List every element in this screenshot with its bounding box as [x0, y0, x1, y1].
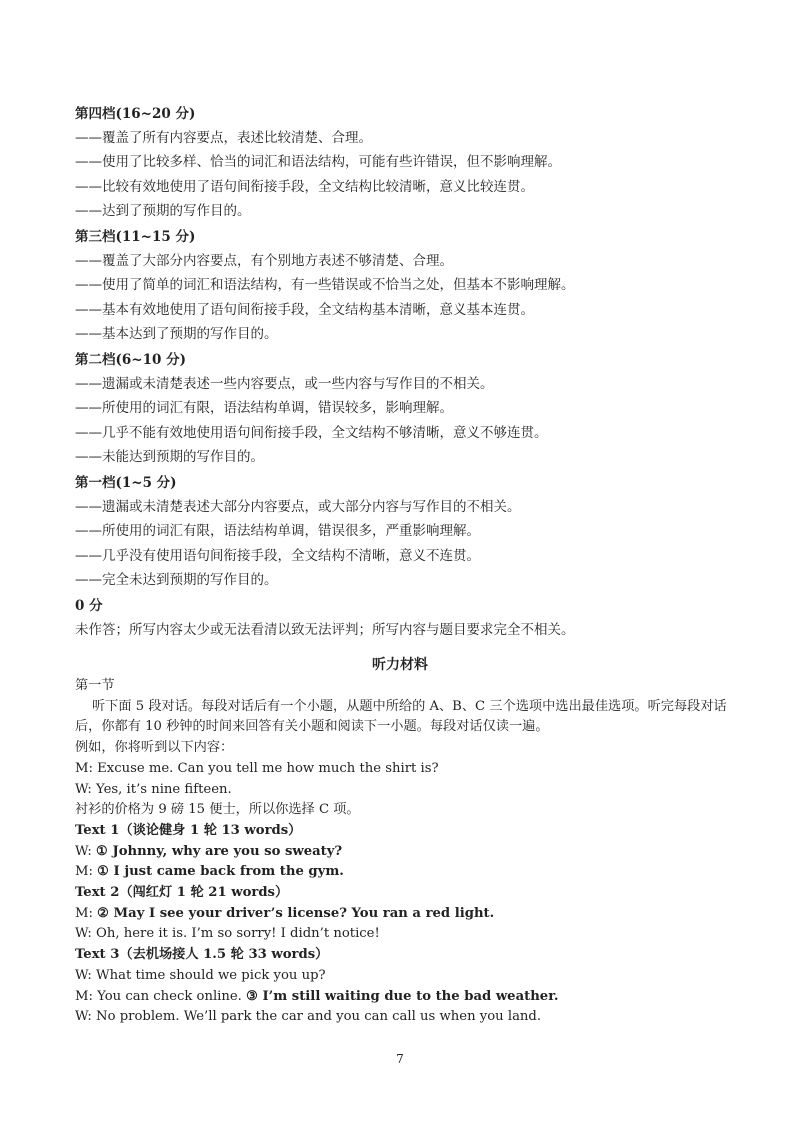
transcript-line — [75, 800, 735, 821]
line-bold: ① I just came back from the gym. — [97, 864, 344, 880]
criterion-line: ——使用了简单的词汇和语法结构，有一些错误或不恰当之处，但基本不影响理解。 — [75, 277, 575, 294]
transcript-line — [75, 1007, 735, 1028]
grade-heading: 0 分 — [75, 598, 103, 615]
criterion-line: ——覆盖了所有内容要点，表述比较清楚、合理。 — [75, 130, 372, 147]
criterion-line: ——几乎没有使用语句间衔接手段，全文结构不清晰，意义不连贯。 — [75, 547, 480, 564]
line-plain: M: — [75, 905, 98, 921]
line-plain: W: Yes, it’s nine fifteen. — [75, 781, 232, 797]
criterion-line: ——比较有效地使用了语句间衔接手段，全文结构比较清晰，意义比较连贯。 — [75, 178, 534, 195]
line-bold: Text 1（谈论健身 1 轮 13 words） — [75, 822, 302, 838]
criterion-line: ——达到了预期的写作目的。 — [75, 202, 251, 219]
criterion-line: 未作答；所写内容太少或无法看清以致无法评判；所写内容与题目要求完全不相关。 — [75, 622, 575, 639]
page-number: 7 — [396, 1052, 404, 1066]
line-bold: Text 3（去机场接人 1.5 轮 33 words） — [75, 947, 329, 963]
instructions: 听下面 5 段对话。每段对话后有一个小题，从题中所给的 A、B、C 三个选项中选出最佳选项。听完每段对话后，你都有 10 秒钟的时间来回答有关小题和阅读下一小题。每段对话仅读一遍。 — [75, 698, 727, 735]
line-plain: M: You can check online. — [75, 988, 247, 1004]
grade-heading: 第二档(6~10 分) — [75, 352, 186, 369]
transcript-line — [75, 780, 735, 801]
criterion-line: ——基本达到了预期的写作目的。 — [75, 325, 278, 342]
line-plain: M: Excuse me. Can you tell me how much the shirt is? — [75, 760, 439, 776]
line-plain: M: — [75, 864, 98, 880]
line-plain: 衬衫的价格为 9 磅 15 便士，所以你选择 C 项。 — [75, 802, 360, 818]
grade-heading: 第三档(11~15 分) — [75, 229, 196, 246]
line-bold: ③ I’m still waiting due to the bad weather. — [246, 988, 559, 1004]
transcript-line — [75, 862, 735, 883]
section-label: 第一节 — [75, 678, 115, 693]
criterion-line: ——遗漏或未清楚表述大部分内容要点，或大部分内容与写作目的不相关。 — [75, 499, 521, 516]
line-bold: Text 2（闯红灯 1 轮 21 words） — [75, 885, 289, 901]
line-plain: W: Oh, here it is. I’m so sorry! I didn’t notice! — [75, 926, 380, 942]
line-bold: ② May I see your driver’s license? You ran a red light. — [97, 905, 495, 921]
listening-material — [75, 676, 735, 1028]
criterion-line: ——所使用的词汇有限，语法结构单调，错误较多，影响理解。 — [75, 400, 453, 417]
criterion-line: ——遗漏或未清楚表述一些内容要点，或一些内容与写作目的不相关。 — [75, 376, 494, 393]
line-plain: W: — [75, 843, 97, 859]
transcript-line — [75, 759, 735, 780]
line-plain: W: What time should we pick you up? — [75, 967, 326, 983]
transcript-line — [75, 945, 735, 966]
transcript-line — [75, 987, 735, 1008]
criterion-line: ——基本有效地使用了语句间衔接手段，全文结构基本清晰，意义基本连贯。 — [75, 301, 534, 318]
transcript-line — [75, 821, 735, 842]
transcript-line — [75, 883, 735, 904]
grade-heading: 第一档(1~5 分) — [75, 475, 177, 492]
grading-criteria — [75, 100, 755, 642]
listening-title: 听力材料 — [372, 657, 428, 673]
transcript-line — [75, 904, 735, 925]
criterion-line: ——完全未达到预期的写作目的。 — [75, 571, 278, 588]
line-bold: ① Johnny, why are you so sweaty? — [96, 843, 343, 859]
grade-heading: 第四档(16~20 分) — [75, 106, 196, 122]
transcript-line — [75, 966, 735, 987]
criterion-line: ——几乎不能有效地使用语句间衔接手段，全文结构不够清晰，意义不够连贯。 — [75, 424, 548, 441]
criterion-line: ——覆盖了大部分内容要点，有个别地方表述不够清楚、合理。 — [75, 253, 453, 270]
criterion-line: ——使用了比较多样、恰当的词汇和语法结构，可能有些许错误，但不影响理解。 — [75, 154, 561, 171]
criterion-line: ——未能达到预期的写作目的。 — [75, 448, 264, 465]
criterion-line: ——所使用的词汇有限，语法结构单调，错误很多，严重影响理解。 — [75, 523, 480, 540]
line-plain: W: No problem. We’ll park the car and you can call us when you land. — [75, 1009, 542, 1025]
example-intro: 例如，你将听到以下内容： — [75, 740, 234, 756]
transcript-line — [75, 924, 735, 945]
transcript-line — [75, 842, 735, 863]
